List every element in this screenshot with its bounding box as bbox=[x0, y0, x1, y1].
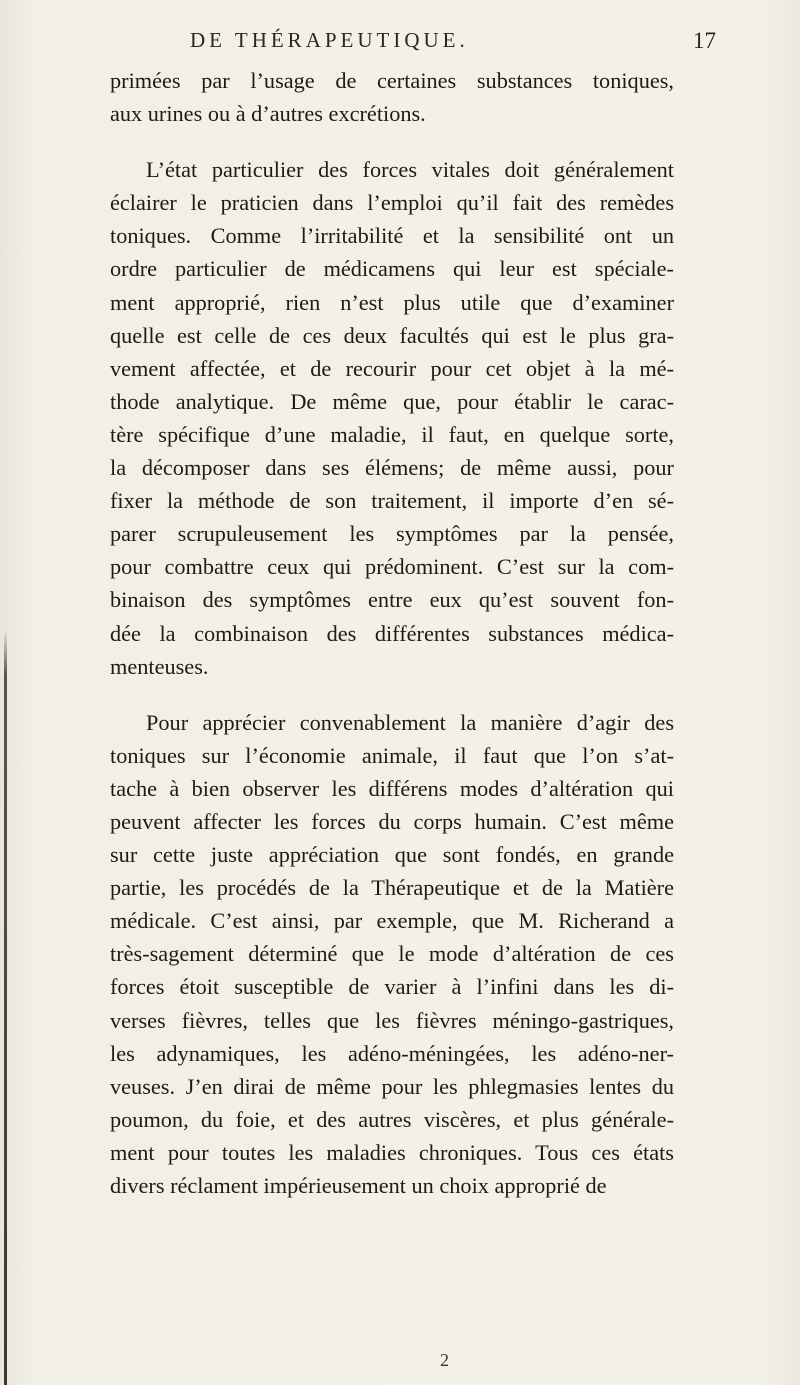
page-number: 17 bbox=[693, 28, 716, 53]
text-line: dée la combinaison des différentes substances médica- bbox=[110, 620, 674, 646]
text-line: la décomposer dans ses élémens; de même aussi, pour bbox=[110, 455, 674, 481]
text-line: forces étoit susceptible de varier à l’infini dans les di- bbox=[110, 974, 674, 1000]
running-title: DE THÉRAPEUTIQUE. bbox=[190, 28, 469, 52]
text-line: verses fièvres, telles que les fièvres méningo-gastriques, bbox=[110, 1007, 674, 1033]
body-text bbox=[110, 64, 674, 1202]
text-line: thode analytique. De même que, pour établir le carac- bbox=[110, 388, 674, 414]
text-line: les adynamiques, les adéno-méningées, les adéno-ner- bbox=[110, 1040, 674, 1066]
text-line: ment pour toutes les maladies chroniques. Tous ces états bbox=[110, 1139, 674, 1165]
text-line: tache à bien observer les différens modes d’altération qui bbox=[110, 775, 674, 801]
text-line: sur cette juste appréciation que sont fondés, en grande bbox=[110, 842, 674, 868]
text-line: L’état particulier des forces vitales doit généralement bbox=[146, 157, 674, 183]
text-line: parer scrupuleusement les symptômes par la pensée, bbox=[110, 521, 674, 547]
text-line: ordre particulier de médicamens qui leur est spéciale- bbox=[110, 256, 674, 282]
signature-mark: 2 bbox=[440, 1350, 449, 1370]
text-line: peuvent affecter les forces du corps humain. C’est même bbox=[110, 808, 674, 834]
text-line: poumon, du foie, et des autres viscères, et plus générale- bbox=[110, 1106, 674, 1132]
paragraph-gap bbox=[110, 683, 674, 706]
running-head bbox=[110, 20, 800, 60]
text-line: primées par l’usage de certaines substances toniques, bbox=[110, 68, 674, 93]
text-line: très-sagement déterminé que le mode d’altération de ces bbox=[110, 941, 674, 967]
text-line: pour combattre ceux qui prédominent. C’est sur la com- bbox=[110, 554, 674, 580]
text-line: éclairer le praticien dans l’emploi qu’il fait des remèdes bbox=[110, 190, 674, 216]
text-line: partie, les procédés de la Thérapeutique et de la Matière bbox=[110, 875, 674, 901]
paragraph bbox=[110, 153, 674, 683]
text-line: veuses. J’en dirai de même pour les phlegmasies lentes du bbox=[110, 1073, 674, 1099]
text-line: tère spécifique d’une maladie, il faut, en quelque sorte, bbox=[110, 421, 674, 447]
text-line: vement affectée, et de recourir pour cet objet à la mé- bbox=[110, 355, 674, 381]
text-line: quelle est celle de ces deux facultés qui est le plus gra- bbox=[110, 322, 674, 348]
text-line: Pour apprécier convenablement la manière d’agir des bbox=[146, 709, 674, 735]
text-line: aux urines ou à d’autres excrétions. bbox=[110, 101, 426, 127]
text-line: toniques sur l’économie animale, il faut que l’on s’at- bbox=[110, 742, 674, 768]
paragraph-gap bbox=[110, 130, 674, 153]
text-line: ment approprié, rien n’est plus utile que d’examiner bbox=[110, 289, 674, 315]
text-line: médicale. C’est ainsi, par exemple, que M. Richerand a bbox=[110, 908, 674, 934]
text-line: fixer la méthode de son traitement, il importe d’en sé- bbox=[110, 488, 674, 514]
text-line: divers réclament impérieusement un choix approprié de bbox=[110, 1173, 607, 1198]
binding-shadow bbox=[4, 630, 7, 1385]
text-line: binaison des symptômes entre eux qu’est souvent fon- bbox=[110, 587, 674, 613]
text-line: toniques. Comme l’irritabilité et la sensibilité ont un bbox=[110, 223, 674, 249]
paragraph bbox=[110, 706, 674, 1202]
paragraph bbox=[110, 64, 674, 130]
text-line: menteuses. bbox=[110, 653, 209, 679]
